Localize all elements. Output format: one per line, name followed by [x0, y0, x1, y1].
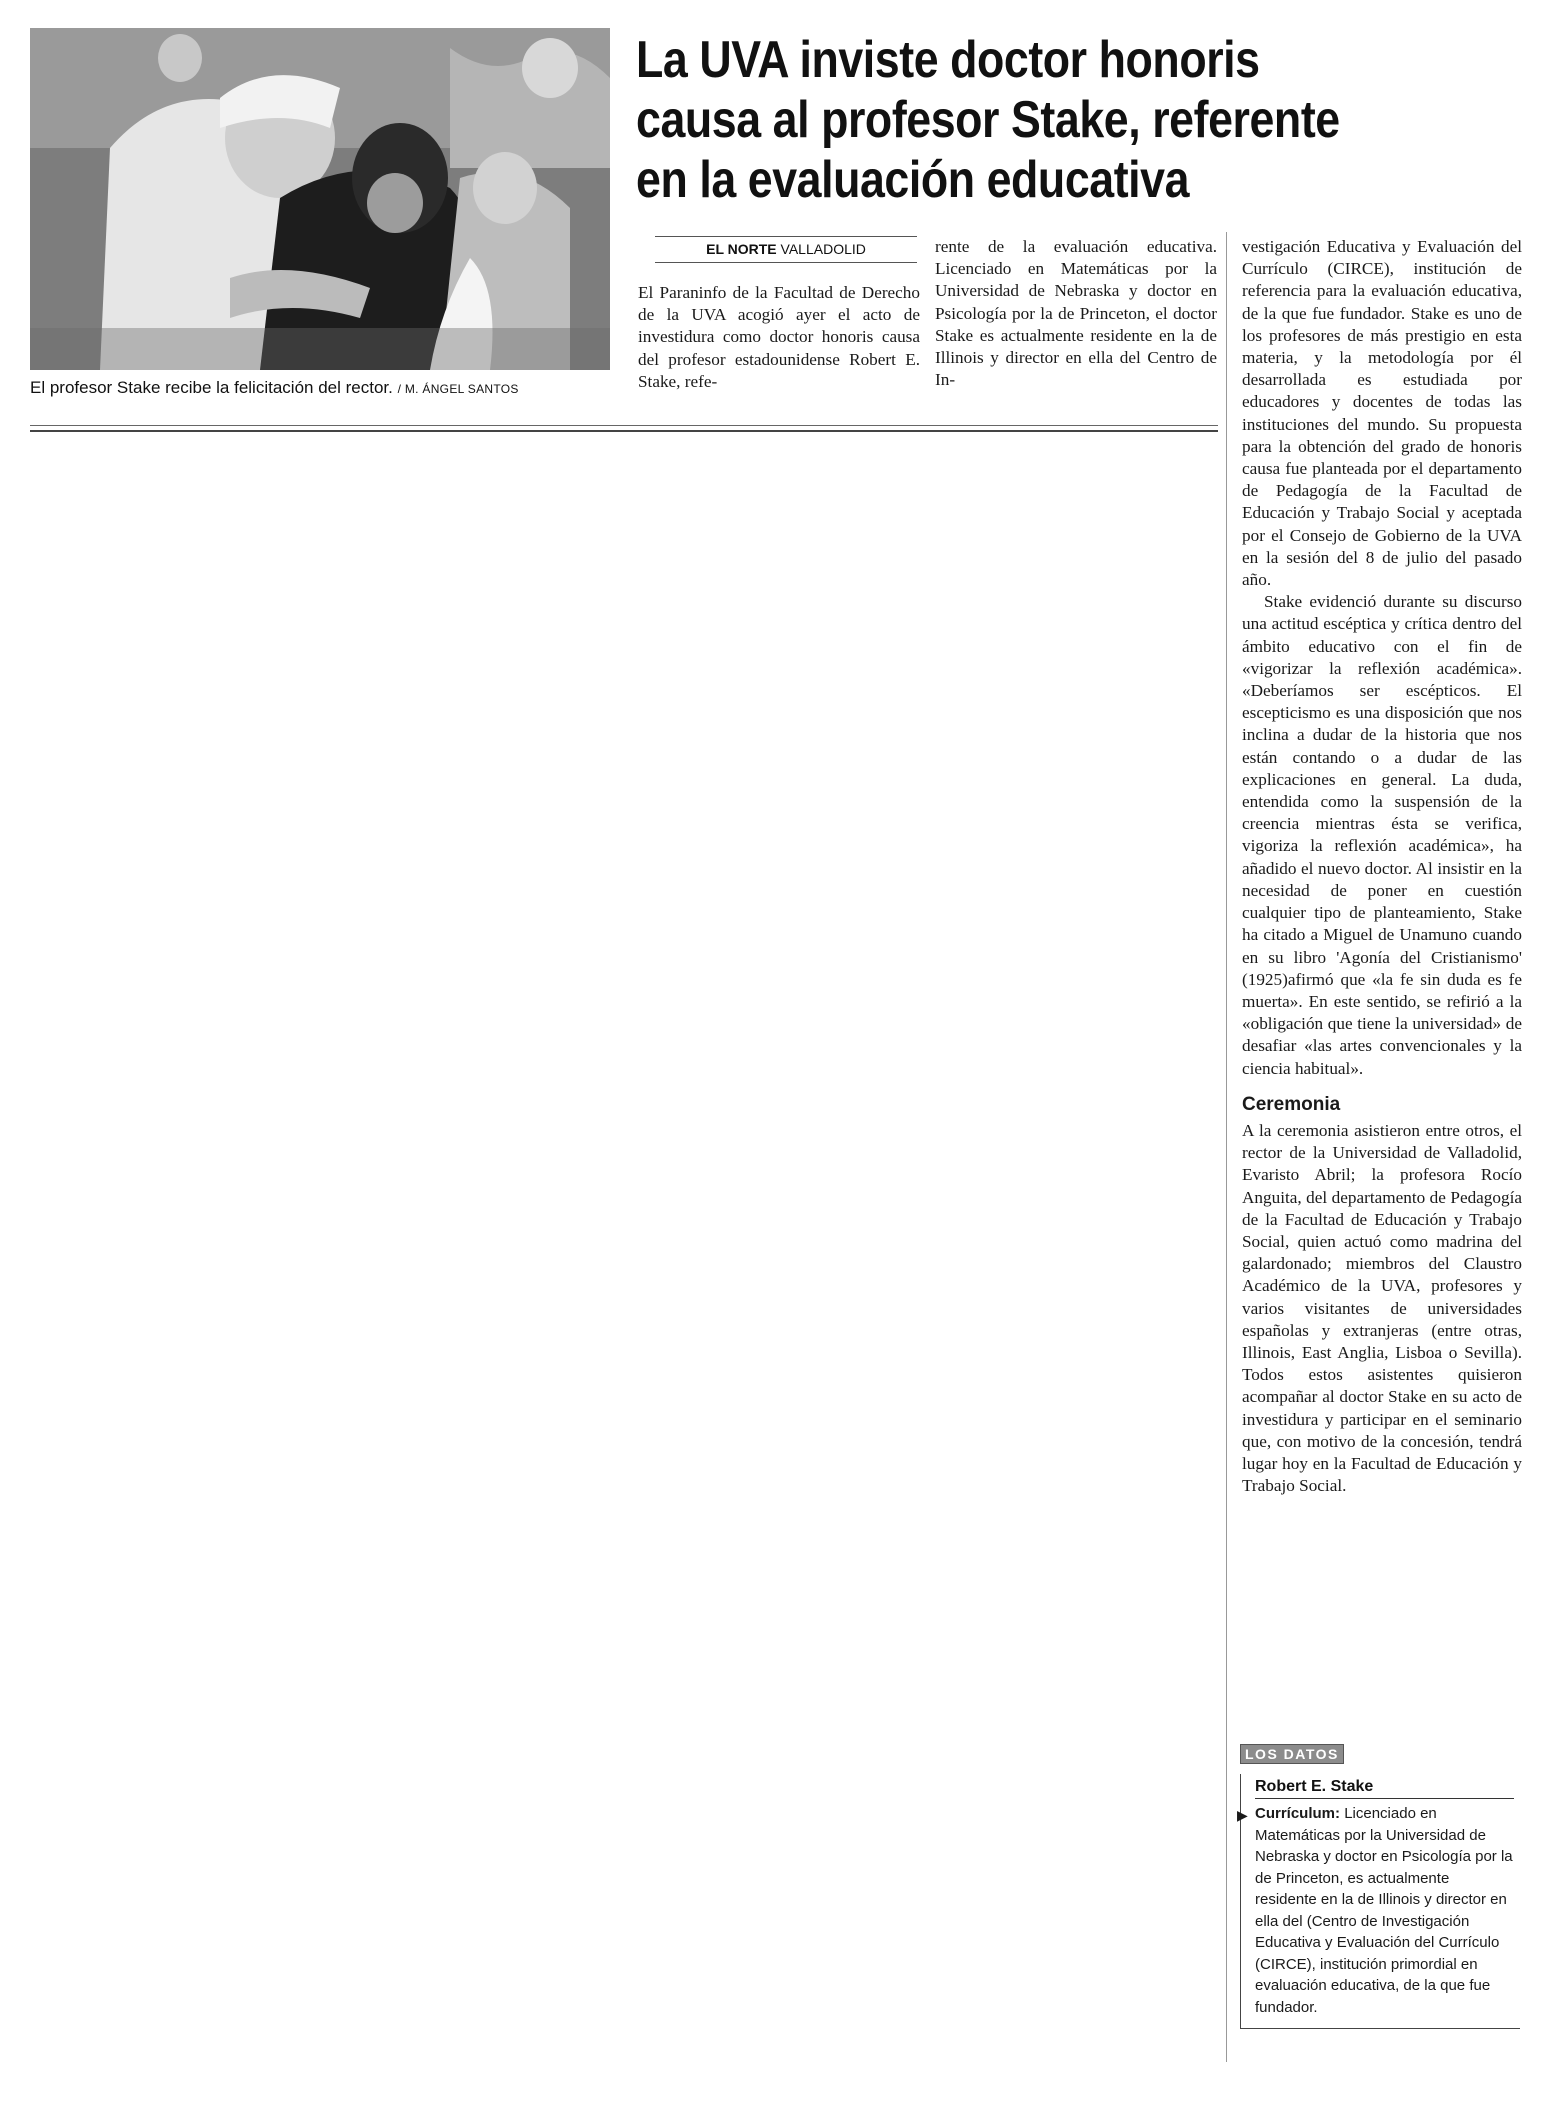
article-photo — [30, 28, 610, 370]
subhead-ceremonia: Ceremonia — [1242, 1093, 1341, 1115]
article-column-3 — [1242, 236, 1522, 1497]
headline-line-2: causa al profesor Stake, referente — [636, 91, 1340, 149]
facts-box-name: Robert E. Stake — [1255, 1778, 1514, 1799]
column-3-paragraph-3: A la ceremonia asistieron entre otros, el rector de la Universidad de Valladolid, Evaristo Abril; la profesora Rocío Anguita, del departamento de Pedagogía de la Facultad de Educación y Trabajo Social, quien actuó como madrina del galardonado; miembros del Claustro Académico de la UVA, profesores y varios visitantes de universidades españolas y extranjeras (entre otras, Illinois, East Anglia, Lisboa o Sevilla). Todos estos asistentes quisieron acompañar al doctor Stake en su acto de investidura y participar en el seminario que, con motivo de la concesión, tendrá lugar hoy en la Facultad de Educación y Trabajo Social. — [1242, 1120, 1522, 1496]
column-2-text: rente de la evaluación educativa. Licenciado en Matemáticas por la Universidad de Nebraska y doctor en Psicología por la de Princeton, el doctor Stake es actualmente residente en la de Illinois y director en ella del Centro de In- — [935, 237, 1217, 390]
arrow-right-icon: ▶ — [1237, 1807, 1248, 1823]
headline — [636, 30, 1410, 210]
article-column-1 — [638, 282, 920, 393]
facts-box-body — [1237, 1803, 1514, 2018]
photo-credit: / M. ÁNGEL SANTOS — [397, 382, 519, 396]
facts-box-label: Currículum: — [1255, 1805, 1341, 1822]
column-3-paragraph-2: Stake evidenció durante su discurso una actitud escéptica y crítica dentro del ámbito educativo con el fin de «vigorizar la reflexión académica». «Deberíamos ser escépticos. El escepticismo es una disposición que nos inclina a dudar de la historia que nos están contando o a dudar de las explicaciones en general. La duda, entendida como la suspensión de la creencia mientras ésta se verifica, vigoriza la reflexión académica», ha añadido el nuevo doctor. Al insistir en la necesidad de poner en cuestión cualquier tipo de planteamiento, Stake ha citado a Miguel de Unamuno cuando en su libro 'Agonía del Cristianismo' (1925)afirmó que «la fe sin duda es fe muerta». En este sentido, se refirió a la «obligación que tiene la universidad» de desafiar «las artes convencionales y la ciencia habitual». — [1242, 592, 1522, 1078]
article-column-2 — [935, 236, 1217, 391]
column-1-text: El Paraninfo de la Facultad de Derecho de la UVA acogió ayer el acto de investidura como doctor honoris causa del profesor estadounidense Robert E. Stake, refe- — [638, 283, 920, 391]
byline-outlet: EL NORTE — [706, 241, 777, 257]
section-divider-thick — [30, 430, 1218, 432]
photo-caption — [30, 378, 630, 398]
facts-box-content — [1237, 1774, 1520, 2029]
column-3-paragraph-1: vestigación Educativa y Evaluación del Currículo (CIRCE), institución de referencia para la evaluación educativa, de la que fue fundador. Stake es uno de los profesores de más prestigio en esta materia, y la metodología por él desarrollada es estudiada por educadores y docentes de todas las instituciones del mundo. Su propuesta para la obtención del grado de honoris causa fue planteada por el departamento de Pedagogía de la Facultad de Educación y Trabajo Social y aceptada por el Consejo de Gobierno de la UVA en la sesión del 8 de julio del pasado año. — [1242, 237, 1522, 590]
headline-line-1: La UVA inviste doctor honoris — [636, 31, 1260, 89]
byline — [655, 236, 917, 263]
headline-line-3: en la evaluación educativa — [636, 151, 1190, 209]
caption-text: El profesor Stake recibe la felicitación del rector. — [30, 378, 393, 397]
facts-box-tag: LOS DATOS — [1240, 1744, 1344, 1764]
byline-city: VALLADOLID — [780, 241, 866, 257]
facts-box-text: Licenciado en Matemáticas por la Universidad de Nebraska y doctor en Psicología por la de Princeton, es actualmente residente en la de Illinois y director en ella del (Centro de Investigación Educativa y Evaluación del Currículo (CIRCE), institución primordial en evaluación educativa, de la que fue fundador. — [1255, 1805, 1513, 2016]
column-divider — [1226, 232, 1227, 2062]
ceremony-photo-image — [30, 28, 610, 370]
facts-box — [1237, 1744, 1520, 2029]
section-divider-thin — [30, 425, 1218, 426]
